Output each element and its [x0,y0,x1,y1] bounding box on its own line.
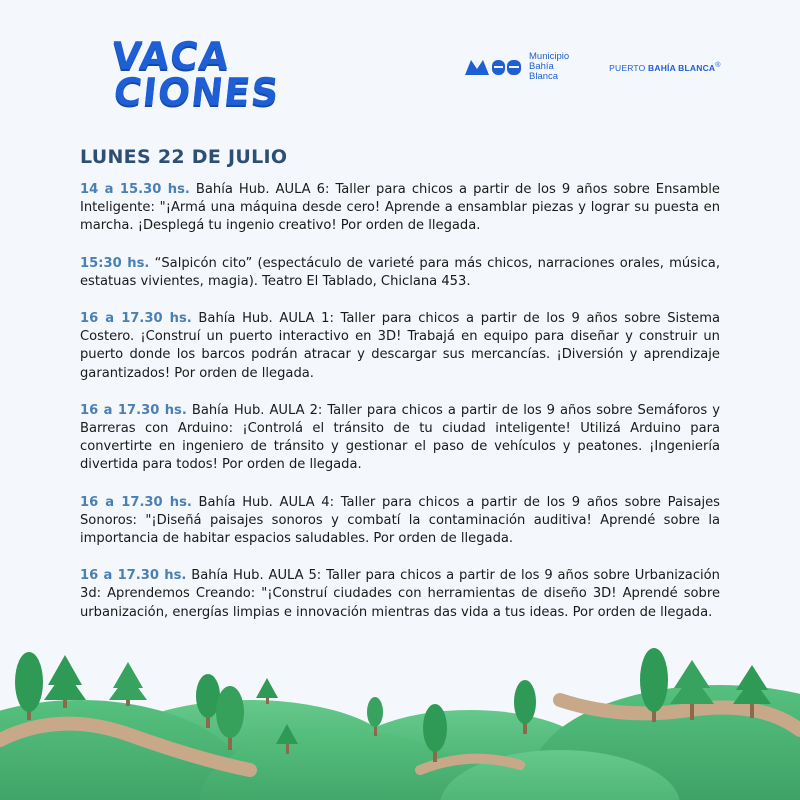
event-description: Bahía Hub. AULA 5: Taller para chicos a partir de los 9 años sobre Urbanización 3d: Aprendemos Creando: "¡Construí ciudades con herramientas de diseño 3D! Aprendé sobre urbanización, energías limpias e innovación mientras das vida a tus ideas. Por orden de llegada. [80,568,720,620]
puerto-logo [609,61,721,73]
puerto-name: BAHÍA BLANCA [648,62,716,73]
event-item [80,181,720,236]
event-item [80,494,720,549]
event-description: “Salpicón cito” (espectáculo de varieté para más chicos, narraciones orales, música, estatuas vivientes, magia). Teatro El Tablado, Chiclana 453. [80,255,720,289]
vacaciones-logo [109,34,282,114]
event-item [80,255,720,291]
event-item [80,567,720,622]
event-description: Bahía Hub. AULA 1: Taller para chicos a partir de los 9 años sobre Sistema Costero. ¡Construí un puerto interactivo en 3D! Trabajá en equipo para diseñar y construir un puerto donde los barcos podrán atracar y descargar sus mercancías. ¡Diversión y aprendizaje garantizados! Por orden de llegada. [80,311,720,381]
municipio-line: Municipio [529,51,570,62]
event-description: Bahía Hub. AULA 2: Taller para chicos a partir de los 9 años sobre Semáforos y Barreras con Arduino: ¡Controlá el tránsito de tu ciudad inteligente! Utilizá Arduino para convertirte en ingeniero de tránsito y gestionar el paso de vehículos y peatones. ¡Ingeniería divertida para todos! Por orden de llegada. [80,402,720,473]
tree-icon [256,678,278,704]
event-description: Bahía Hub. AULA 6: Taller para chicos a partir de los 9 años sobre Ensamble Inteligente: "¡Armá una máquina desde cero! Aprende a ensamblar piezas y lograr su puesta en marcha. ¡Desplegá tu ingenio creativo! Por orden de llegada. [80,182,720,234]
event-time: 16 a 17.30 hs. [80,568,187,584]
event-time: 16 a 17.30 hs. [80,494,192,510]
event-description: Bahía Hub. AULA 4: Taller para chicos a partir de los 9 años sobre Paisajes Sonoros: "¡Diseñá paisajes sonoros y combatí la contaminación auditiva! Aprendé sobre la importancia de habitar espacios saludables. Por orden de llegada. [80,494,720,547]
municipio-text [529,52,569,82]
logo-line-2: CIONES [111,70,282,114]
date-heading: LUNES 22 DE JULIO [80,146,288,168]
event-item [80,310,720,383]
events-list [80,181,720,641]
puerto-prefix: PUERTO [609,62,649,73]
municipio-line: Blanca [529,71,559,82]
event-time: 16 a 17.30 hs. [80,402,187,418]
puerto-registered-mark: ® [715,61,721,70]
event-time: 16 a 17.30 hs. [80,311,192,327]
logo-line-1: VACA [109,34,232,78]
tree-icon [109,662,147,706]
event-time: 15:30 hs. [80,255,150,271]
municipio-logo [463,52,569,82]
event-item [80,402,720,475]
municipio-mark-icon [463,57,523,77]
municipio-line: Bahía [529,61,554,72]
event-time: 14 a 15.30 hs. [80,182,190,197]
sponsor-logos [463,52,721,82]
hills-landscape-illustration [0,640,800,800]
